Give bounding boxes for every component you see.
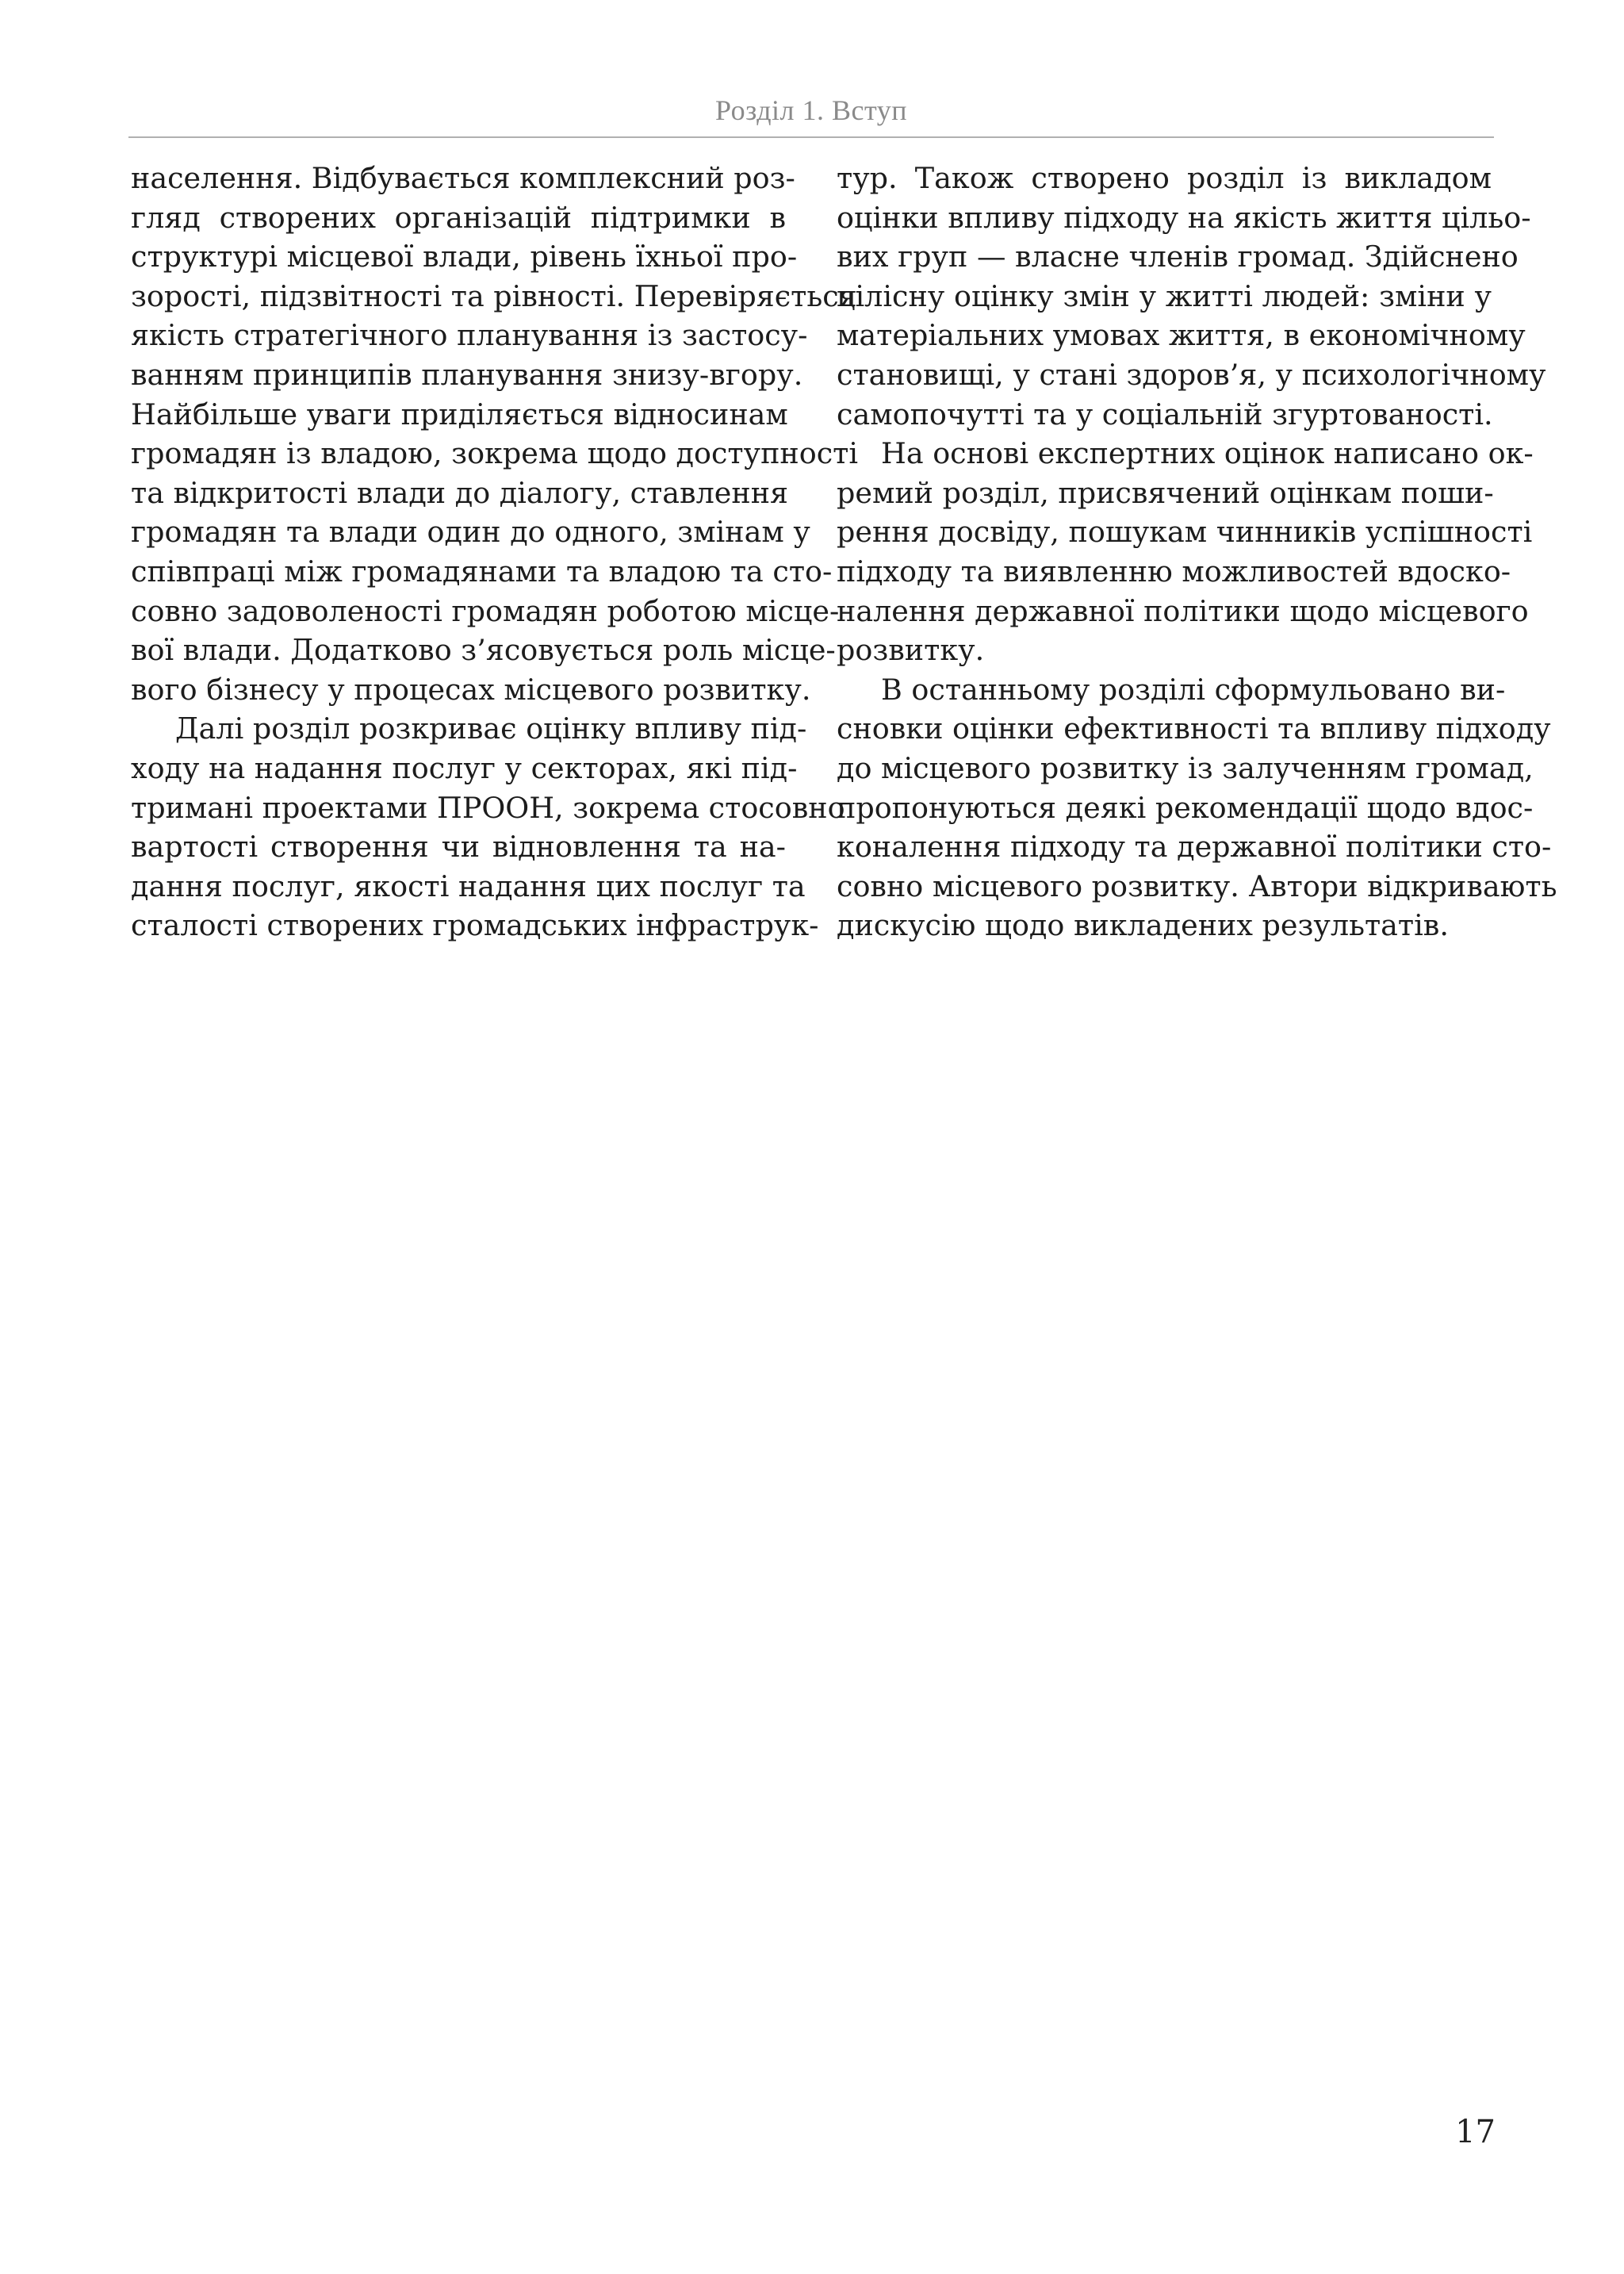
running-header: Розділ 1. Вступ [715, 94, 907, 126]
text-line: дання послуг, якості надання цих послуг та [131, 869, 806, 903]
text-line: налення державної політики щодо місцевого [837, 593, 1529, 628]
text-line: коналення підходу та державної політики сто- [837, 830, 1552, 865]
text-line: вого бізнесу у процесах місцевого розвитку. [131, 672, 811, 707]
text-line: розвитку. [837, 633, 985, 668]
text-line: громадян із владою, зокрема щодо доступності [131, 436, 859, 471]
text-line: самопочутті та у соціальній згуртованості. [837, 397, 1493, 431]
text-line: оцінки впливу підходу на якість життя цільо- [837, 200, 1531, 235]
paragraph-start-line: Далі розділ розкриває оцінку впливу під- [175, 711, 807, 746]
text-line: якість стратегічного планування із застосу- [131, 318, 808, 353]
text-line: населення. Відбувається комплексний роз- [131, 161, 795, 195]
header-rule [128, 136, 1494, 138]
text-line: вих груп — власне членів громад. Здійснено [837, 240, 1519, 274]
text-line: ремий розділ, присвячений оцінкам поши- [837, 475, 1494, 510]
text-line: гляд створених організацій підтримки в [131, 200, 786, 235]
right-column [837, 159, 1557, 945]
paragraph-start-line: В останньому розділі сформульовано ви- [881, 672, 1506, 707]
text-line: сновки оцінки ефективності та впливу підходу [837, 711, 1551, 746]
page-number: 17 [1455, 2114, 1496, 2150]
text-line: ванням принципів планування знизу-вгору. [131, 357, 803, 392]
text-line: вої влади. Додатково з’ясовується роль місце- [131, 633, 836, 668]
text-line: зорості, підзвітності та рівності. Перевіряється [131, 278, 857, 313]
text-line: та відкритості влади до діалогу, ставлення [131, 475, 789, 510]
text-line: вартості створення чи відновлення та на- [131, 830, 786, 865]
text-line: цілісну оцінку змін у житті людей: зміни у [837, 278, 1492, 313]
text-line: до місцевого розвитку із залученням громад, [837, 750, 1534, 785]
left-column [131, 159, 859, 945]
text-line: співпраці між громадянами та владою та сто- [131, 554, 833, 589]
text-line: дискусію щодо викладених результатів. [837, 908, 1449, 943]
paragraph-start-line: На основі експертних оцінок написано ок- [881, 436, 1534, 471]
text-line: сталості створених громадських інфраструк- [131, 908, 819, 943]
text-line: матеріальних умовах життя, в економічному [837, 318, 1526, 353]
text-line: тур. Також створено розділ із викладом [837, 161, 1492, 195]
text-line: ходу на надання послуг у секторах, які під- [131, 750, 798, 785]
text-line: рення досвіду, пошукам чинників успішності [837, 515, 1533, 550]
text-line: совно задоволеності громадян роботою місце- [131, 593, 840, 628]
text-line: становищі, у стані здоров’я, у психологічному [837, 357, 1546, 392]
text-line: пропонуються деякі рекомендації щодо вдос- [837, 790, 1534, 825]
text-line: тримані проектами ПРООН, зокрема стосовно [131, 790, 845, 825]
text-line: Найбільше уваги приділяється відносинам [131, 397, 788, 431]
text-line: громадян та влади один до одного, змінам у [131, 515, 810, 550]
text-line: підходу та виявленню можливостей вдоско- [837, 554, 1511, 589]
text-line: совно місцевого розвитку. Автори відкривають [837, 869, 1557, 903]
text-line: структурі місцевої влади, рівень їхньої про- [131, 240, 798, 274]
